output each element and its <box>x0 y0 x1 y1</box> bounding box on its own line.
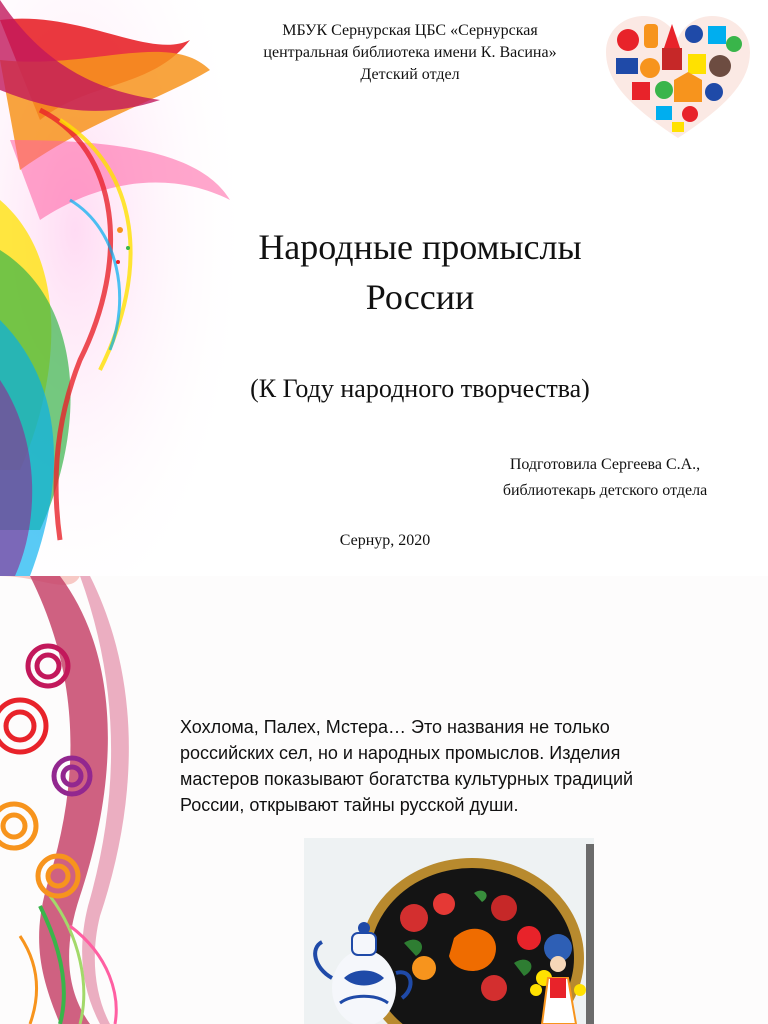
org-line-3: Детский отдел <box>360 66 460 83</box>
presentation-title <box>170 222 670 322</box>
paragraph-line-2: российских сел, но и народных промыслов. Изделия <box>180 743 621 763</box>
organization-header <box>210 20 610 86</box>
org-line-2: центральная библиотека имени К. Васина» <box>263 44 557 61</box>
author-credit <box>470 452 740 504</box>
paragraph-line-3: мастеров показывают богатства культурных традиций <box>180 769 634 789</box>
author-line-2: библиотекарь детского отдела <box>502 482 708 499</box>
paragraph-line-1: Хохлома, Палех, Мстера… Это названия не только <box>180 717 610 737</box>
title-line-1: Народные промыслы <box>258 227 582 267</box>
floral-ribbon-decoration <box>0 576 170 1024</box>
place-and-year: Сернур, 2020 <box>339 532 431 549</box>
crafts-intro-paragraph <box>180 714 700 818</box>
folk-crafts-illustration <box>304 838 594 1024</box>
title-line-2: России <box>365 277 475 317</box>
content-slide <box>0 576 768 1024</box>
folk-crafts-photo <box>304 838 594 1024</box>
presentation-subtitle: (К Году народного творчества) <box>250 374 590 403</box>
author-line-1: Подготовила Сергеева С.А., <box>509 456 701 473</box>
paragraph-line-4: России, открывают тайны русской души. <box>180 795 519 815</box>
russian-crafts-heart-icon <box>604 14 752 142</box>
org-line-1: МБУК Сернурская ЦБС «Сернурская <box>282 22 538 39</box>
